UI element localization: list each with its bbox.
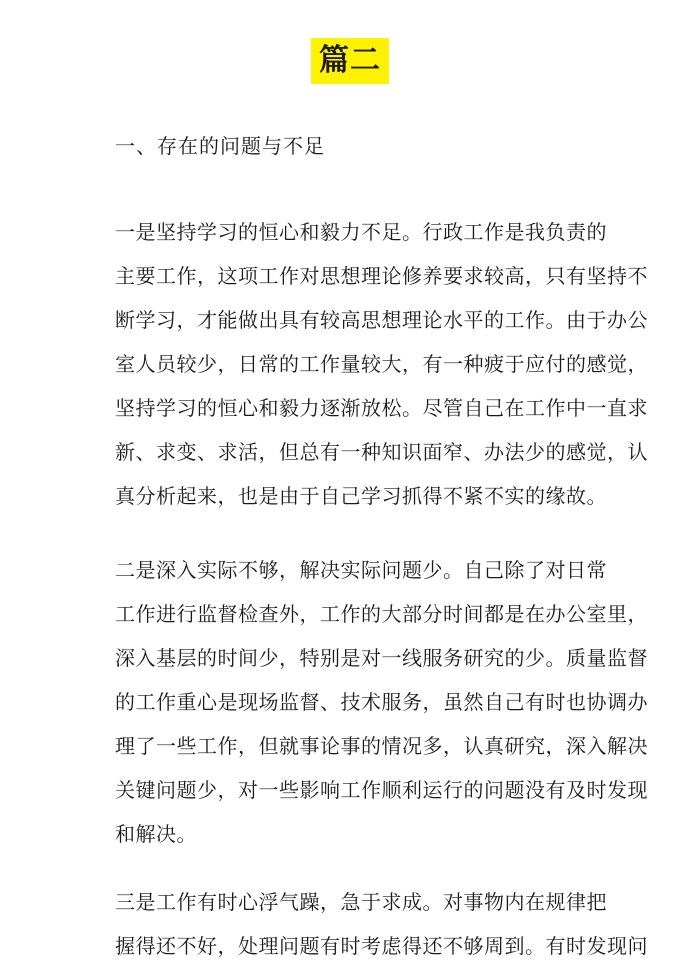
paragraph-line: 和解决。 [115,822,197,846]
paragraph-line: 真分析起来，也是由于自己学习抓得不紧不实的缘故。 [115,484,607,508]
paragraph-line: 理了一些工作，但就事论事的情况多，认真研究，深入解决 [115,734,648,758]
paragraph-line: 二是深入实际不够，解决实际问题少。自己除了对日常 [115,558,607,582]
paragraph-line: 一是坚持学习的恒心和毅力不足。行政工作是我负责的 [115,220,607,244]
paragraph-line: 坚持学习的恒心和毅力逐渐放松。尽管自己在工作中一直求 [115,396,648,420]
paragraph-line: 的工作重心是现场监督、技术服务，虽然自己有时也协调办 [115,690,648,714]
paragraph-line: 深入基层的时间少，特别是对一线服务研究的少。质量监督 [115,646,648,670]
paragraph-3 [115,880,648,968]
page-title: 篇二 [311,38,389,84]
paragraph-line: 断学习，才能做出具有较高思想理论水平的工作。由于办公 [115,308,648,332]
section-heading: 一、存在的问题与不足 [115,134,325,158]
paragraph-line: 三是工作有时心浮气躁，急于求成。对事物内在规律把 [115,890,607,914]
paragraph-line: 握得还不好，处理问题有时考虑得还不够周到。有时发现问 [115,934,648,958]
paragraph-line: 主要工作，这项工作对思想理论修养要求较高，只有坚持不 [115,264,648,288]
title-wrap [0,38,700,84]
paragraph-line: 关键问题少，对一些影响工作顺利运行的问题没有及时发现 [115,778,648,802]
paragraph-1 [115,210,648,518]
paragraph-line: 工作进行监督检查外，工作的大部分时间都是在办公室里， [115,602,648,626]
paragraph-line: 新、求变、求活，但总有一种知识面窄、办法少的感觉，认 [115,440,648,464]
paragraph-line: 室人员较少，日常的工作量较大，有一种疲于应付的感觉， [115,352,648,376]
paragraph-2 [115,548,648,856]
